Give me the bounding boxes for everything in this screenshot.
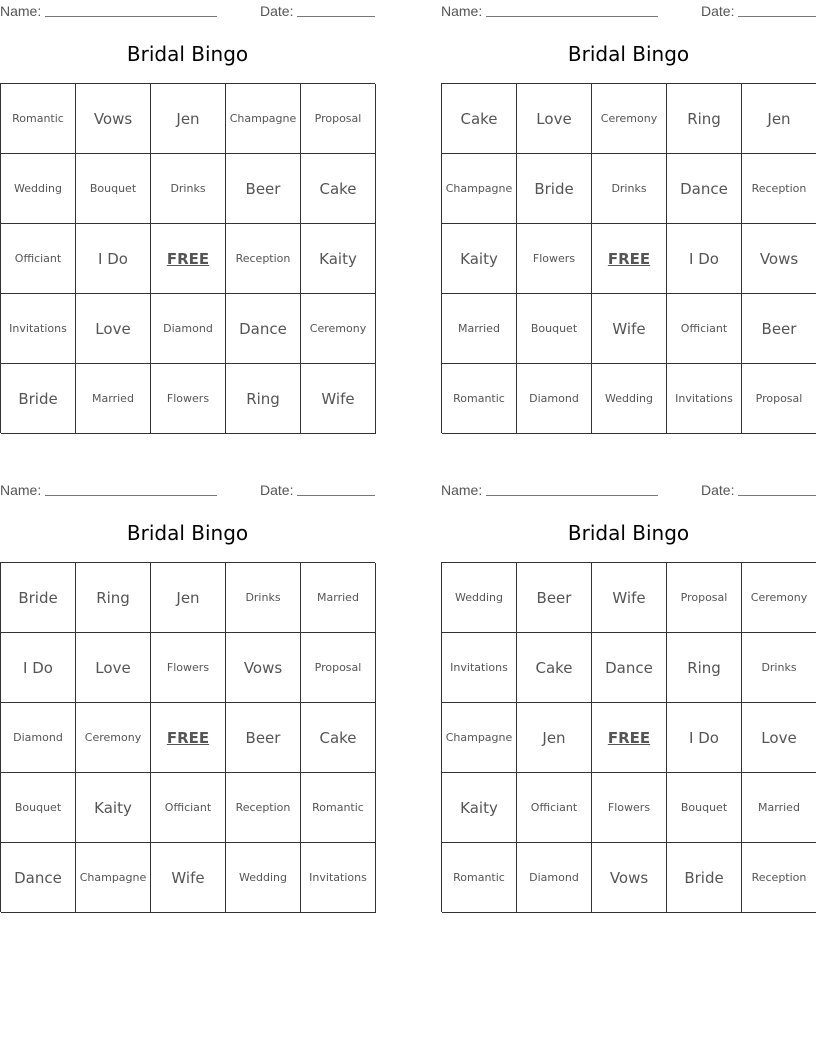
name-label: Name: [441, 482, 483, 498]
bingo-cell[interactable]: Cake [517, 633, 592, 703]
bingo-cell[interactable]: Ring [667, 84, 742, 154]
card-header [0, 0, 375, 22]
bingo-cell[interactable]: Bride [1, 364, 76, 434]
bingo-cell[interactable]: Flowers [151, 364, 226, 434]
bingo-cell[interactable]: Kaity [442, 224, 517, 294]
bingo-cell[interactable]: Bride [517, 154, 592, 224]
name-label: Name: [441, 3, 483, 19]
bingo-cell[interactable]: Proposal [301, 84, 376, 154]
bingo-cell[interactable]: Bride [667, 843, 742, 913]
bingo-card-4 [441, 479, 816, 887]
bingo-cell[interactable]: Bouquet [1, 773, 76, 843]
bingo-cell[interactable]: Beer [226, 703, 301, 773]
bingo-cell[interactable]: Invitations [442, 633, 517, 703]
bingo-grid [0, 83, 375, 433]
bingo-cell[interactable]: Proposal [742, 364, 816, 434]
bingo-cell[interactable]: Drinks [592, 154, 667, 224]
bingo-cell[interactable]: Flowers [151, 633, 226, 703]
bingo-cell[interactable]: I Do [667, 703, 742, 773]
bingo-cell[interactable]: Ring [76, 563, 151, 633]
bingo-cell[interactable]: Bride [1, 563, 76, 633]
bingo-cell[interactable]: Cake [442, 84, 517, 154]
bingo-cell[interactable]: Love [76, 633, 151, 703]
bingo-cell[interactable]: Romantic [301, 773, 376, 843]
bingo-cell[interactable]: Dance [592, 633, 667, 703]
bingo-cell[interactable]: Wife [151, 843, 226, 913]
bingo-cell[interactable]: Married [301, 563, 376, 633]
name-blank-line[interactable] [486, 16, 658, 17]
card-title: Bridal Bingo [567, 521, 690, 545]
bingo-cell[interactable]: Wife [301, 364, 376, 434]
bingo-card-1 [0, 0, 375, 408]
bingo-cell[interactable]: Wedding [592, 364, 667, 434]
bingo-cell[interactable]: Diamond [151, 294, 226, 364]
bingo-cell[interactable]: Drinks [151, 154, 226, 224]
bingo-cell[interactable]: Ceremony [301, 294, 376, 364]
bingo-cell[interactable]: I Do [1, 633, 76, 703]
bingo-cell[interactable]: Reception [742, 154, 816, 224]
bingo-grid [0, 562, 375, 912]
bingo-cell[interactable]: Ceremony [76, 703, 151, 773]
name-blank-line[interactable] [45, 16, 217, 17]
bingo-cell[interactable]: Officiant [667, 294, 742, 364]
bingo-cell[interactable]: Reception [226, 224, 301, 294]
bingo-cell[interactable]: Wedding [442, 563, 517, 633]
bingo-cell[interactable]: Wedding [226, 843, 301, 913]
date-blank-line[interactable] [738, 16, 816, 17]
bingo-cell[interactable]: Champagne [226, 84, 301, 154]
bingo-cell[interactable]: Ceremony [592, 84, 667, 154]
bingo-cell[interactable]: Wife [592, 294, 667, 364]
name-blank-line[interactable] [45, 495, 217, 496]
bingo-cell[interactable]: Diamond [1, 703, 76, 773]
bingo-cell[interactable]: Vows [76, 84, 151, 154]
bingo-cell[interactable]: Beer [226, 154, 301, 224]
bingo-cell[interactable]: Reception [742, 843, 816, 913]
bingo-cell[interactable]: Reception [226, 773, 301, 843]
bingo-cell[interactable]: Officiant [151, 773, 226, 843]
bingo-cell[interactable]: Beer [742, 294, 816, 364]
date-blank-line[interactable] [738, 495, 816, 496]
card-title: Bridal Bingo [126, 42, 249, 66]
date-label: Date: [260, 3, 294, 19]
bingo-cell[interactable]: Flowers [592, 773, 667, 843]
date-label: Date: [260, 482, 294, 498]
bingo-card-3 [0, 479, 375, 887]
card-title: Bridal Bingo [567, 42, 690, 66]
bingo-cell[interactable]: Wedding [1, 154, 76, 224]
bingo-cell[interactable]: Invitations [301, 843, 376, 913]
card-header [441, 0, 816, 22]
free-space[interactable]: FREE [592, 224, 667, 294]
name-label: Name: [0, 3, 42, 19]
bingo-cell[interactable]: Beer [517, 563, 592, 633]
bingo-cell[interactable]: Diamond [517, 843, 592, 913]
bingo-cell[interactable]: Ceremony [742, 563, 816, 633]
date-label: Date: [701, 482, 735, 498]
bingo-cell[interactable]: Invitations [667, 364, 742, 434]
bingo-cell[interactable]: Kaity [301, 224, 376, 294]
bingo-cell[interactable]: Bouquet [667, 773, 742, 843]
bingo-cell[interactable]: Cake [301, 154, 376, 224]
bingo-cell[interactable]: Officiant [1, 224, 76, 294]
bingo-cell[interactable]: Romantic [442, 364, 517, 434]
date-blank-line[interactable] [297, 495, 375, 496]
bingo-cell[interactable]: Jen [742, 84, 816, 154]
bingo-cell[interactable]: Dance [226, 294, 301, 364]
bingo-cell[interactable]: Married [76, 364, 151, 434]
bingo-grid [441, 83, 816, 433]
bingo-cell[interactable]: Cake [301, 703, 376, 773]
bingo-cell[interactable]: Bouquet [517, 294, 592, 364]
name-blank-line[interactable] [486, 495, 658, 496]
bingo-cell[interactable]: Vows [226, 633, 301, 703]
card-header [441, 479, 816, 501]
bingo-cell[interactable]: I Do [667, 224, 742, 294]
bingo-cell[interactable]: Invitations [1, 294, 76, 364]
bingo-cell[interactable]: Proposal [301, 633, 376, 703]
bingo-cell[interactable]: Champagne [442, 703, 517, 773]
bingo-cell[interactable]: Officiant [517, 773, 592, 843]
bingo-cell[interactable]: Love [742, 703, 816, 773]
date-label: Date: [701, 3, 735, 19]
free-space[interactable]: FREE [592, 703, 667, 773]
bingo-cell[interactable]: Proposal [667, 563, 742, 633]
bingo-cell[interactable]: Love [517, 84, 592, 154]
card-header [0, 479, 375, 501]
bingo-cell[interactable]: Wife [592, 563, 667, 633]
bingo-cell[interactable]: Romantic [1, 84, 76, 154]
bingo-cell[interactable]: Jen [151, 84, 226, 154]
bingo-cell[interactable]: Jen [151, 563, 226, 633]
bingo-cell[interactable]: Flowers [517, 224, 592, 294]
bingo-cell[interactable]: Married [742, 773, 816, 843]
bingo-cell[interactable]: Ring [667, 633, 742, 703]
bingo-cell[interactable]: Dance [667, 154, 742, 224]
free-space[interactable]: FREE [151, 703, 226, 773]
bingo-cell[interactable]: Vows [592, 843, 667, 913]
bingo-cell[interactable]: Romantic [442, 843, 517, 913]
bingo-cell[interactable]: Drinks [742, 633, 816, 703]
bingo-cell[interactable]: Champagne [76, 843, 151, 913]
bingo-cell[interactable]: Kaity [76, 773, 151, 843]
bingo-cell[interactable]: Vows [742, 224, 816, 294]
bingo-cell[interactable]: Bouquet [76, 154, 151, 224]
bingo-cell[interactable]: Dance [1, 843, 76, 913]
bingo-cell[interactable]: Love [76, 294, 151, 364]
bingo-cell[interactable]: Drinks [226, 563, 301, 633]
card-title: Bridal Bingo [126, 521, 249, 545]
bingo-cell[interactable]: Diamond [517, 364, 592, 434]
bingo-cell[interactable]: I Do [76, 224, 151, 294]
date-blank-line[interactable] [297, 16, 375, 17]
bingo-cell[interactable]: Kaity [442, 773, 517, 843]
bingo-card-2 [441, 0, 816, 405]
free-space[interactable]: FREE [151, 224, 226, 294]
bingo-cell[interactable]: Jen [517, 703, 592, 773]
bingo-cell[interactable]: Champagne [442, 154, 517, 224]
bingo-grid [441, 562, 816, 912]
bingo-cell[interactable]: Ring [226, 364, 301, 434]
name-label: Name: [0, 482, 42, 498]
bingo-cell[interactable]: Married [442, 294, 517, 364]
